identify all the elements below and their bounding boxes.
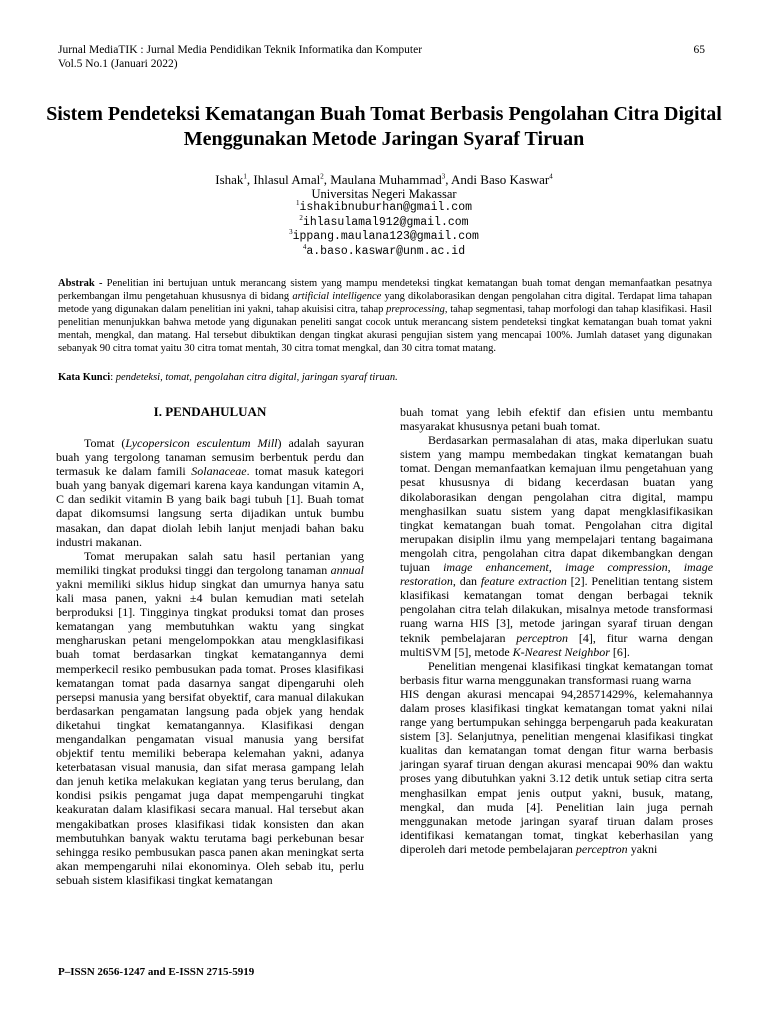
text-run: ) adalah sayuran buah yang tergolong tanaman semusim berbentuk perdu dan termasuk ke dalam famili	[56, 436, 364, 479]
keywords-label: Kata Kunci	[58, 372, 111, 383]
author-index: 2	[320, 172, 324, 181]
text-run: . tomat masuk kategori buah yang banyak digemari karena kaya kandungan vitamin A, C dan sedikit vitamin B yang baik bagi tubuh [1]. Buah tomat dapat dikomsumsi langsung serta dijadikan untuk bumbu masakan, dan dapat diolah lebih lanjut menjadi bahan baku industri makanan.	[56, 464, 364, 549]
right-column	[400, 405, 713, 856]
italic-term: Lycopersicon esculentum Mill	[125, 436, 278, 450]
author-name: , Ihlasul Amal	[246, 172, 321, 187]
author-email	[0, 230, 768, 244]
text-run: [4], fitur warna dengan multiSVM [5], metode	[400, 630, 714, 659]
paragraph: buah tomat yang lebih efektif dan efisien untu membantu masyarakat khususnya petani buah tomat.	[400, 405, 713, 434]
text-run: , dan	[452, 574, 481, 589]
author-index: 4	[549, 172, 553, 181]
text-run: ,	[548, 560, 565, 575]
author-name: , Andi Baso Kaswar	[445, 172, 550, 187]
section-heading: I. PENDAHULUAN	[153, 404, 267, 419]
email-address: ishakibnuburhan@gmail.com	[299, 201, 473, 214]
paper-title: Sistem Pendeteksi Kematangan Buah Tomat Berbasis Pengolahan Citra Digital Menggunakan Metode Jaringan Syaraf Tiruan	[46, 103, 722, 150]
email-address: ippang.maulana123@gmail.com	[292, 230, 479, 243]
abstract-term: preprocessing	[386, 304, 445, 315]
italic-term: K-Nearest Neighbor	[512, 644, 610, 659]
text-run: Tomat (	[84, 436, 126, 450]
keywords-separator: :	[110, 372, 116, 383]
text-run: yakni	[627, 841, 658, 856]
text-run: Berdasarkan permasalahan di atas, maka diperlukan suatu sistem yang mampu membedakan tingkat kematangan buah tomat. Dengan memanfaatkan kemajuan ilmu pengetahuan yang pesat khususnya di bidang kecerdasan buatan yang dikolaborasikan dengan pengolahan citra digital, mampu menghasilkan suatu sistem yang dapat mengklasifikasikan tingkat kematangan buah tomat. Pengolahan citra digital merupakan disiplin ilmu yang mempelajari tentang bagaimana mengolah citra, pengolahan citra dapat dikembangkan dengan tujuan	[400, 433, 713, 575]
paragraph	[56, 549, 364, 887]
affiliation: Universitas Negeri Makassar	[311, 187, 457, 201]
abstract-term: artificial intelligence	[292, 291, 382, 302]
italic-term: annual	[330, 562, 364, 577]
abstract	[58, 277, 712, 355]
text-run: [2]. Penelitian tentang sistem klasifikasi kematangan tomat dengan berbagai teknik pengolahan citra telah dilakukan, misalnya metode transformasi ruang warna HIS [3], metode jaringan syaraf tiruan dengan teknik pembelajaran	[400, 574, 714, 645]
email-index: 2	[299, 214, 303, 223]
author-index: 1	[243, 172, 247, 181]
paragraph	[400, 433, 713, 659]
text-run: ,	[667, 560, 684, 575]
keywords	[58, 371, 712, 384]
journal-header: Jurnal MediaTIK : Jurnal Media Pendidikan Teknik Informatika dan Komputer	[58, 44, 423, 56]
text-run: [6].	[609, 644, 630, 659]
text-run: yakni memiliki siklus hidup singkat dan umurnya hanya satu kali masa panen, yakni ±4 bulan kemudian mati setelah berproduksi [1]. Tingginya tingkat produksi tomat dan proses kematangan yang membutuhkan waktu yang singkat mengharuskan petani mengelompokkan atau mengklasifikasi buah tomat berdasarkan tingkat kematangannya demi memperkecil resiko pembusukan pada tomat. Proses klasifikasi kematangan tomat pada dasarnya sangat dipengaruhi oleh persepsi manusia yang bersifat obyektif, cara manual dilakukan berdasarkan pengamatan langsung pada objek yang hendak diketahui tingkat kematangannya. Klasifikasi dengan mengandalkan pengamatan visual manusia yang bersifat objektif tentu memiliki beberapa kelemahan yakni, adanya keterbatasan visual manusia, dan sifat merasa gampang lelah dan jenuh ketika melakukan kegiatan yang terus berulang, dan kondisi psikis pengamat juga dapat mempengaruhi tingkat keakuratan dalam klasifikasi secara manual. Hal tersebut akan mengakibatkan proses klasifikasi tidak konsisten dan akan membutuhkan banyak waktu terutama bagi perkebunan besar sehingga resiko pembusukan pasca panen akan meningkat serta akan mempengaruhi nilai ekonominya. Oleh sebab itu, perlu sebuah sistem klasifikasi tingkat kematangan	[56, 576, 364, 887]
email-address: ihlasulamal912@gmail.com	[302, 216, 469, 229]
paragraph	[56, 436, 364, 549]
email-index: 3	[289, 228, 293, 237]
author-name: , Maulana Muhammad	[323, 172, 442, 187]
abstract-text: , tahap segmentasi, tahap morfologi dan tahap klasifikasi. Hasil penelitian menunjukkan bahwa metode yang digunakan peneliti sangat cocok untuk merancang sistem pendeteksi tingkat kematangan buah tomat yakni mentah, mengkal, dan matang. Hal tersebut dibuktikan dengan tingkat akurasi pengujian sistem yang mencapai 100%. Jumlah dataset yang digunakan sebanyak 90 citra tomat yaitu 30 citra tomat mentah, 30 citra tomat mengkal, dan 30 citra tomat matang.	[58, 304, 713, 354]
author-index: 3	[441, 172, 446, 181]
paragraph: Penelitian mengenai klasifikasi tingkat kematangan tomat berbasis fitur warna menggunakan transformasi ruang warna	[400, 658, 713, 687]
abstract-text: yang dikolaborasikan dengan pengolahan citra digital. Terdapat lima tahapan metode yang digunakan dalam penelitian ini yakni, tahap akuisisi citra, tahap	[58, 291, 712, 315]
volume-info: Vol.5 No.1 (Januari 2022)	[58, 58, 178, 70]
email-index: 4	[302, 243, 307, 252]
italic-term: image enhancement	[443, 560, 549, 575]
abstract-label: Abstrak -	[58, 278, 107, 289]
keywords-text: pendeteksi, tomat, pengolahan citra digital, jaringan syaraf tiruan.	[115, 372, 398, 383]
email-address: a.baso.kaswar@unm.ac.id	[306, 245, 466, 258]
italic-term: image restoration	[400, 560, 714, 589]
text-run: HIS dengan akurasi mencapai 94,28571429%, kelemahannya dalam proses klasifikasi tingkat kematangan tomat yakni nilai range yang bertumpukan sehingga berpengaruh pada keakuratan sistem [3]. Selanjutnya, penelitian mengenai klasifikasi tingkat kualitas dan kematangan tomat dengan fitur warna berbasis jaringan syaraf tiruan dengan akurasi mencapai 90% dan waktu proses yang dibutuhkan yakni 3.12 detik untuk setiap citra serta menghasilkan empat jenis output yakni, busuk, matang, mengkal, dan muda [4]. Penelitian lain juga pernah menggunakan metode jaringan syaraf tiruan dalam proses identifikasi kematangan tomat, tingkat keberhasilan yang diperoleh dari metode pembelajaran	[400, 686, 713, 856]
paragraph	[400, 687, 713, 856]
author-email	[0, 216, 768, 230]
author-list	[0, 172, 768, 188]
italic-term: perceptron	[575, 841, 628, 856]
page-number: 65	[693, 44, 705, 56]
italic-term: Solanaceae	[191, 464, 247, 479]
italic-term: feature extraction	[480, 574, 567, 589]
author-email	[0, 245, 768, 259]
author-email	[0, 201, 768, 215]
italic-term: perceptron	[516, 630, 569, 645]
left-column	[56, 436, 364, 887]
italic-term: image compression	[564, 560, 668, 575]
email-index: 1	[295, 199, 300, 208]
abstract-text: Penelitian ini bertujuan untuk merancang sistem yang mampu mendeteksi tingkat kematangan buah tomat dengan memanfaatkan pesatnya perkembangan ilmu pengetahuan khususnya di bidang	[58, 278, 712, 302]
author-name: Ishak	[215, 172, 244, 187]
issn-footer: P–ISSN 2656-1247 and E-ISSN 2715-5919	[58, 966, 255, 978]
text-run: Tomat merupakan salah satu hasil pertanian yang memiliki tingkat produksi tinggi dan tergolong tanaman	[56, 548, 364, 577]
